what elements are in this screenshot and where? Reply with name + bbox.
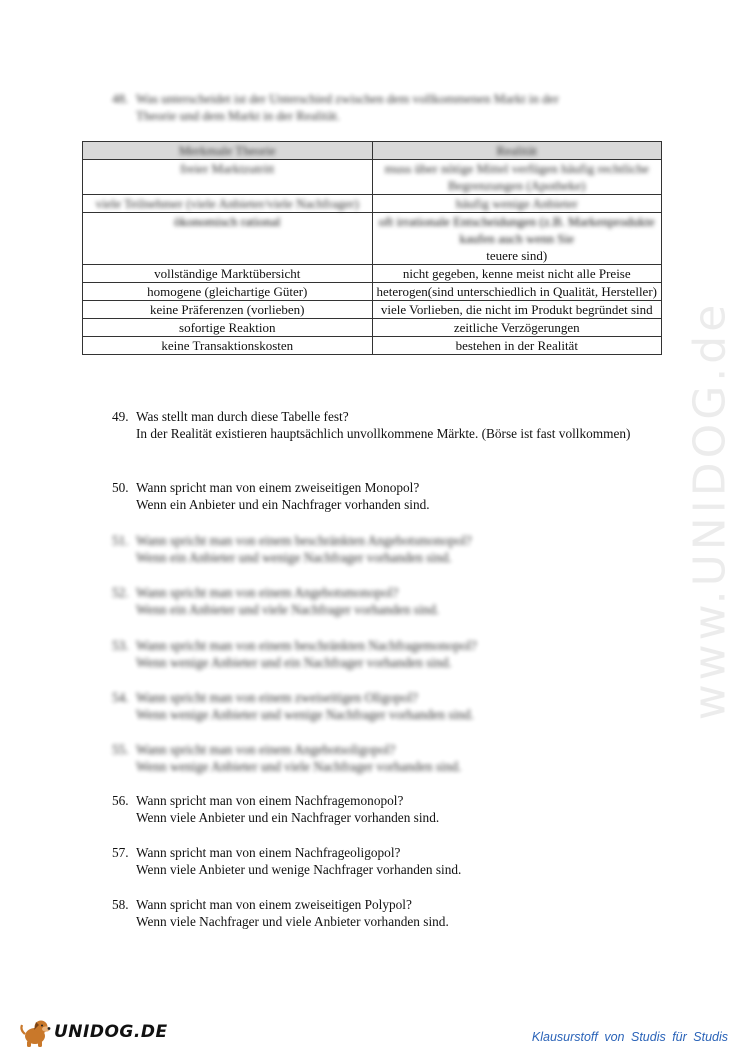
answer-text: Wenn wenige Anbieter und wenige Nachfrager vorhanden sind. [136,707,474,722]
question-55 [112,741,672,775]
table-row [83,213,662,265]
table-cell: sofortige Reaktion [83,319,373,337]
table-cell: oft irrationale Entscheidungen (z.B. Markenprodukte kaufen auch wenn Sie teuere sind) [372,213,662,265]
question-58 [112,896,672,930]
question-text-line2: Theorie und dem Markt in der Realität. [136,108,340,123]
table-cell: freier Marktzutritt [83,160,373,195]
answer-text: Wenn viele Anbieter und wenige Nachfrager vorhanden sind. [136,862,462,877]
question-number: 52. [112,585,129,600]
question-57 [112,844,672,878]
table-cell: vollständige Marktübersicht [83,265,373,283]
question-number: 50. [112,480,129,495]
table-cell: muss über nötige Mittel verfügen häufig rechtliche Begrenzungen (Apotheke) [372,160,662,195]
question-text: Wann spricht man von einem Angebotsmonopol? [136,585,399,600]
question-number: 54. [112,690,129,705]
question-text-line1: Was unterscheidet ist der Unterschied zwischen dem vollkommenen Markt in der [136,91,559,106]
question-number: 57. [112,845,129,860]
question-52 [112,584,672,618]
answer-text: Wenn wenige Anbieter und ein Nachfrager vorhanden sind. [136,655,452,670]
table-cell-tail: teuere sind) [486,248,548,263]
question-text: Wann spricht man von einem beschränkten Angebotsmonopol? [136,533,472,548]
header-cell-reality: Realität [372,142,662,160]
question-53 [112,637,672,671]
table-row [83,160,662,195]
answer-text: In der Realität existieren hauptsächlich unvollkommene Märkte. (Börse ist fast vollkommen) [136,426,631,441]
question-number: 56. [112,793,129,808]
answer-text: Wenn wenige Anbieter und viele Nachfrager vorhanden sind. [136,759,462,774]
table-row [83,265,662,283]
table-cell: ökonomisch rational [83,213,373,265]
question-text: Wann spricht man von einem Angebotsoligopol? [136,742,396,757]
table-row [83,337,662,355]
question-text: Wann spricht man von einem zweiseitigen Oligopol? [136,690,418,705]
footer-tagline: Klausurstoff von Studis für Studis [531,1030,728,1044]
answer-text: Wenn viele Anbieter und ein Nachfrager vorhanden sind. [136,810,440,825]
question-number: 51. [112,533,129,548]
table-cell: keine Präferenzen (vorlieben) [83,301,373,319]
table-cell: zeitliche Verzögerungen [372,319,662,337]
table-cell: keine Transaktionskosten [83,337,373,355]
table-cell: häufig wenige Anbieter [372,195,662,213]
table-row [83,283,662,301]
question-number: 58. [112,897,129,912]
question-56 [112,792,672,826]
question-49 [112,408,672,442]
table-cell: nicht gegeben, kenne meist nicht alle Preise [372,265,662,283]
dog-icon [18,1016,52,1048]
question-54 [112,689,672,723]
question-number: 49. [112,409,129,424]
answer-text: Wenn ein Anbieter und ein Nachfrager vorhanden sind. [136,497,430,512]
question-text: Wann spricht man von einem zweiseitigen Polypol? [136,897,412,912]
watermark-text: www.UNIDOG.de [684,300,736,720]
table-cell: viele Teilnehmer (viele Anbieter/viele Nachfrager) [83,195,373,213]
table-header-row [83,142,662,160]
table-cell: bestehen in der Realität [372,337,662,355]
question-number: 55. [112,742,129,757]
question-51 [112,532,672,566]
question-number: 48. [112,91,129,106]
question-text: Wann spricht man von einem Nachfrageoligopol? [136,845,401,860]
answer-text: Wenn ein Anbieter und viele Nachfrager vorhanden sind. [136,602,440,617]
unidog-logo [18,1016,168,1048]
question-text: Was stellt man durch diese Tabelle fest? [136,409,349,424]
question-48 [112,90,652,124]
question-text: Wann spricht man von einem Nachfragemonopol? [136,793,404,808]
question-text: Wann spricht man von einem zweiseitigen Monopol? [136,480,420,495]
table-cell: homogene (gleichartige Güter) [83,283,373,301]
question-number: 53. [112,638,129,653]
table-cell: viele Vorlieben, die nicht im Produkt begründet sind [372,301,662,319]
table-row [83,195,662,213]
question-text: Wann spricht man von einem beschränkten Nachfragemonopol? [136,638,477,653]
answer-text: Wenn ein Anbieter und wenige Nachfrager vorhanden sind. [136,550,452,565]
header-cell-theory: Merkmale Theorie [83,142,373,160]
answer-text: Wenn viele Nachfrager und viele Anbieter vorhanden sind. [136,914,449,929]
logo-text: UNIDOG.DE [54,1022,168,1042]
table-row [83,319,662,337]
table-row [83,301,662,319]
question-50 [112,479,672,513]
comparison-table [82,141,662,355]
table-cell: heterogen(sind unterschiedlich in Qualität, Hersteller) [372,283,662,301]
